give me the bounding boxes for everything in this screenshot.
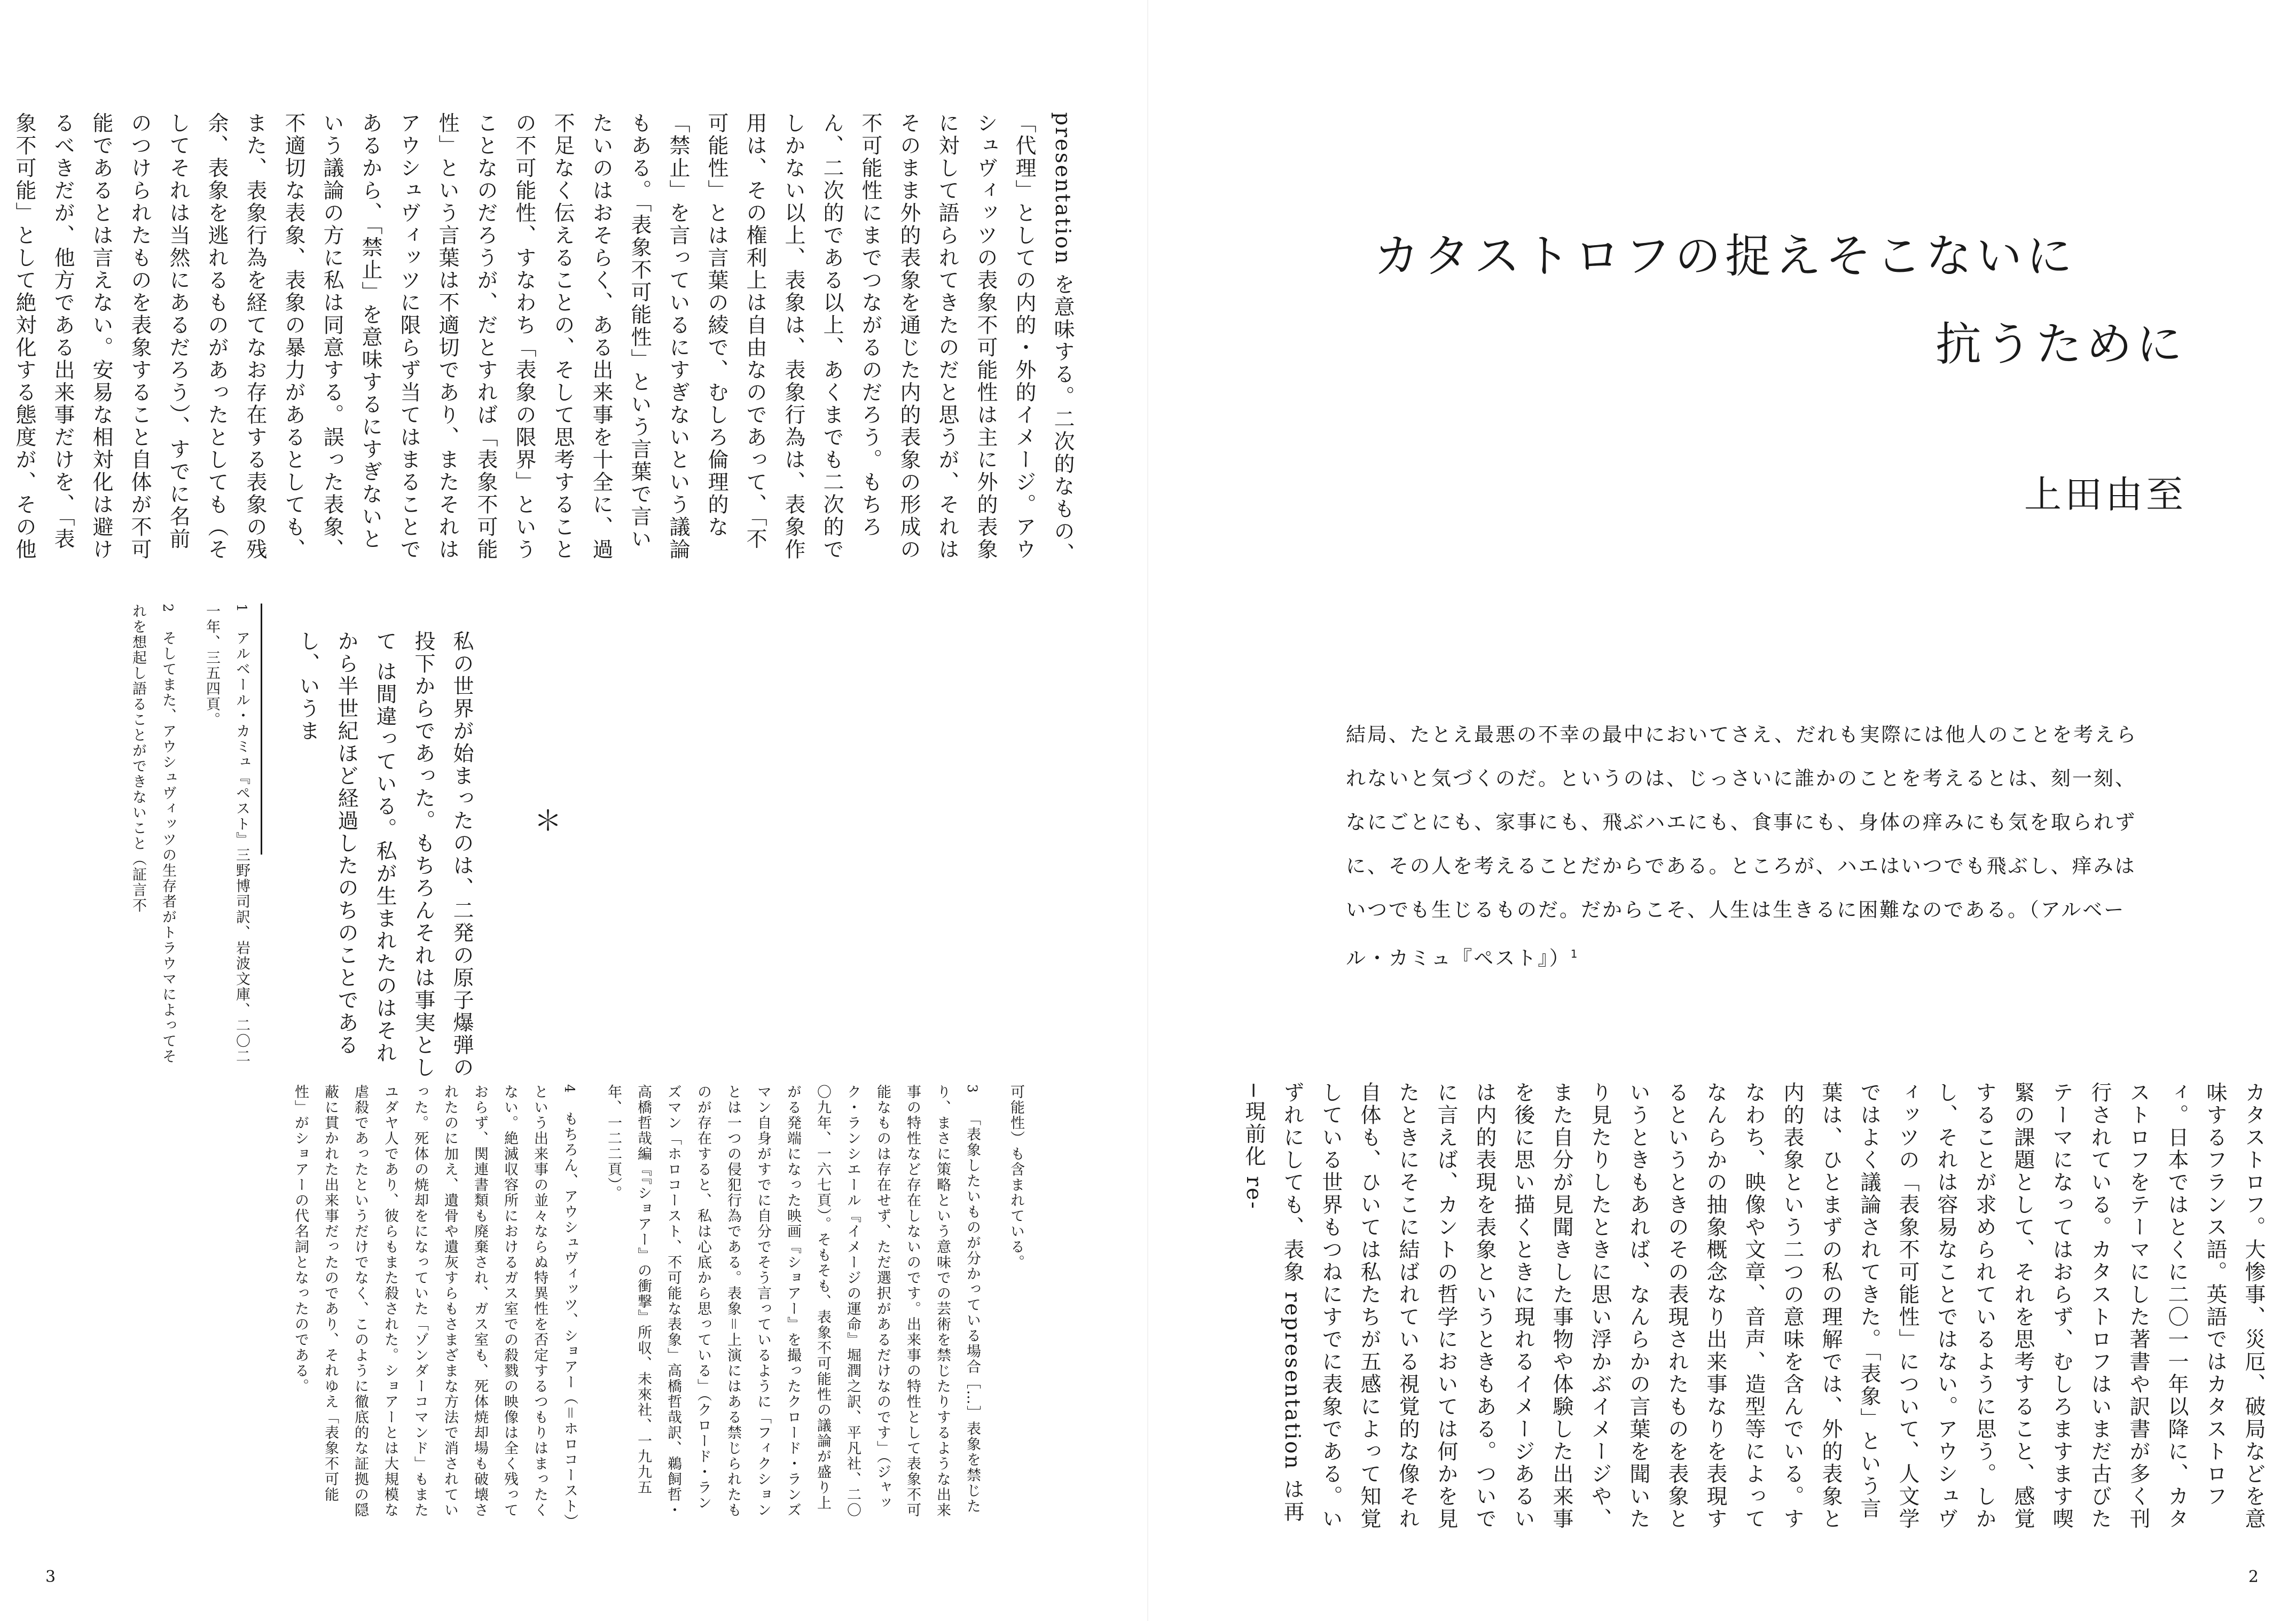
left-mid-body-text: 私の世界が始まったのは、二発の原子爆弾の投下からであった。もちろんそれは事実として は間違っている。私が生まれたのはそれから半世紀ほど経過したのちのことであるし、いうま (296, 630, 474, 1079)
footnote-text: 「表象したいものが分かっている場合［…］表象を禁じたり、まさに策略という意味での芸術を禁じたりするような出来事の特性など存在しないのです。出来事の特性として表象不可能なものは存在せず、ただ選択があるだけなのです」（ジャック・ランシエール『イメージの運命』堀潤之訳、平凡社、二〇〇九年、一六七頁）。そもそも、表象不可能性の議論が盛り上がる発端になった映画『ショアー』を撮ったクロード・ランズマン自身がすでに自分でそう言っているように「フィクションとは一つの侵犯行為である。表象＝上演にはある禁じられたものが存在すると、私は心底から思っている」（クロード・ランズマン「ホロコースト、不可能な表象」高橋哲哉訳、鵜飼哲・高橋哲哉編『『ショアー』の衝撃』所収、未來社、一九九五年、一二二頁）。 (605, 1084, 981, 1518)
footnote-number: 3 (965, 1084, 980, 1094)
footnote-text: もちろん、アウシュヴィッツ、ショアー（＝ホロコースト）という出来事の並々ならぬ特異性を否定するつもりはまったくない。絶滅収容所におけるガス室での殺戮の映像は全く残っておらず、関連書類も廃棄され、ガス室も、死体焼却場も破壊されたのに加え、遺骨や遺灰すらもさまざまな方法で消されていった。死体の焼却をになっていた「ゾンダーコマンド」もまたユダヤ人であり、彼らもまた殺された。ショアーとは大規模な虐殺であったというだけでなく、このように徹底的な証拠の隠蔽に貫かれた出来事だったのであり、それゆえ「表象不可能性」がショアーの代名詞となったのである。 (292, 1084, 578, 1522)
footnote-text: そしてまた、アウシュヴィッツの生存者がトラウマによってそれを想起し語ることができないこと（証言不 (130, 604, 176, 1064)
footnote-2-cont (1001, 1084, 1031, 1522)
footnote-2 (123, 604, 183, 1074)
footnote-rule (261, 604, 262, 855)
footnote-3 (598, 1084, 987, 1522)
footnote-1 (197, 604, 256, 1074)
left-upper-body (12, 112, 1082, 566)
left-mid-body (296, 630, 481, 1084)
footnote-number: 1 (234, 604, 249, 613)
left-upper-body-text: presentation を意味する。二次的なもの、「代理」としての内的・外的イメージ。アウシュヴィッツの表象不可能性は主に外的表象に対して語られてきたのだと思うが、それはそのまま外的表象を通じた内的表象の形成の不可能性にまでつながるのだろう。もちろん、二次的である以上、あくまでも二次的でしかない以上、表象は、表象行為は、表象作用は、その権利上は自由なのであって、「不可能性」とは言葉の綾で、むしろ倫理的な「禁止」を言っているにすぎないという議論もある。「表象不可能性」という言葉で言いたいのはおそらく、ある出来事を十全に、過不足なく伝えることの、そして思考することの不可能性、すなわち「表象の限界」ということなのだろうが、だとすれば「表象不可能性」という言葉は不適切であり、またそれはアウシュヴィッツに限らず当てはまることであるから、「禁止」を意味するにすぎないという議論の方に私は同意する。誤った表象、不適切な表象、表象の暴力があるとしても、また、表象行為を経てなお存在する表象の残余、表象を逃れるものがあったとしても（そしてそれは当然にあるだろう）、すでに名前のつけられたものを表象すること自体が不可能であるとは言えない。安易な相対化は避けるべきだが、他方である出来事だけを、「表象不可能」として絶対化する態度が、その他 (12, 112, 1075, 565)
right-lower-body-text: カタストロフ。大惨事、災厄、破局などを意味するフランス語。英語ではカタストロフィ。日本ではとくに二〇一一年以降に、カタストロフをテーマにした著書や訳書が多く刊行されている。カタストロフはいまだ古びたテーマになってはおらず、むしろますます喫緊の課題として、それを思考すること、感覚することが求められているように思う。しかし、それは容易なことではない。アウシュヴィッツの「表象不可能性」について、人文学ではよく議論されてきた。「表象」という言葉は、ひとまずの私の理解では、外的表象と内的表象という二つの意味を含んでいる。すなわち、映像や文章、音声、造型等によってなんらかの抽象概念なり出来事なりを表現するというときのその表現されたものを表象というときもあれば、なんらかの言葉を聞いたり見たりしたときに思い浮かぶイメージや、また自分が見聞きした事物や体験した出来事を後に思い描くときに現れるイメージあるいは内的表現を表象というときもある。ついでに言えば、カントの哲学においては何かを見たときにそこに結ばれている視覚的な像それ自体も、ひいては私たちが五感によって知覚している世界もつねにすでに表象である。いずれにしても、表象 representation は再−現前化 re- (1242, 1082, 2266, 1530)
epigraph (1346, 713, 2152, 980)
epigraph-note-ref: 1 (1570, 947, 1579, 960)
footnote-text: 可能性）も含まれている。 (1008, 1084, 1024, 1270)
footnote-text: アルベール・カミュ『ペスト』三野博司訳、岩波文庫、二〇二一年、三五四頁。 (203, 604, 250, 1064)
page-number-right: 2 (2248, 1568, 2259, 1586)
epigraph-text: 結局、たとえ最悪の不幸の最中においてさえ、だれも実際には他人のことを考えられないと気づくのだ。というのは、じっさいに誰かのことを考えるとは、刻一刻、なにごとにも、家事にも、飛ぶハエにも、食事にも、身体の痒みにも気を取られずに、その人を考えることだからである。ところが、ハエはいつでも飛ぶし、痒みはいつでも生じるものだ。だからこそ、人生は生きるに困難なのである。（アルベール・カミュ『ペスト』） (1346, 723, 2138, 970)
footnotes-left (130, 604, 256, 1074)
section-break: ＊ (534, 805, 562, 837)
footnote-number: 2 (160, 604, 176, 613)
footnote-number: 4 (562, 1084, 577, 1094)
article-title-line2: 抗うために (1935, 318, 2187, 371)
footnotes-lower (155, 1084, 1031, 1522)
article-title-line1: カタストロフの捉えそこないに (1374, 230, 2076, 283)
footnote-4 (285, 1084, 584, 1522)
right-lower-body (1242, 1082, 2273, 1536)
right-page (1148, 0, 2296, 1621)
page-number-left: 3 (45, 1568, 56, 1586)
author-name: 上田由至 (2024, 473, 2187, 516)
